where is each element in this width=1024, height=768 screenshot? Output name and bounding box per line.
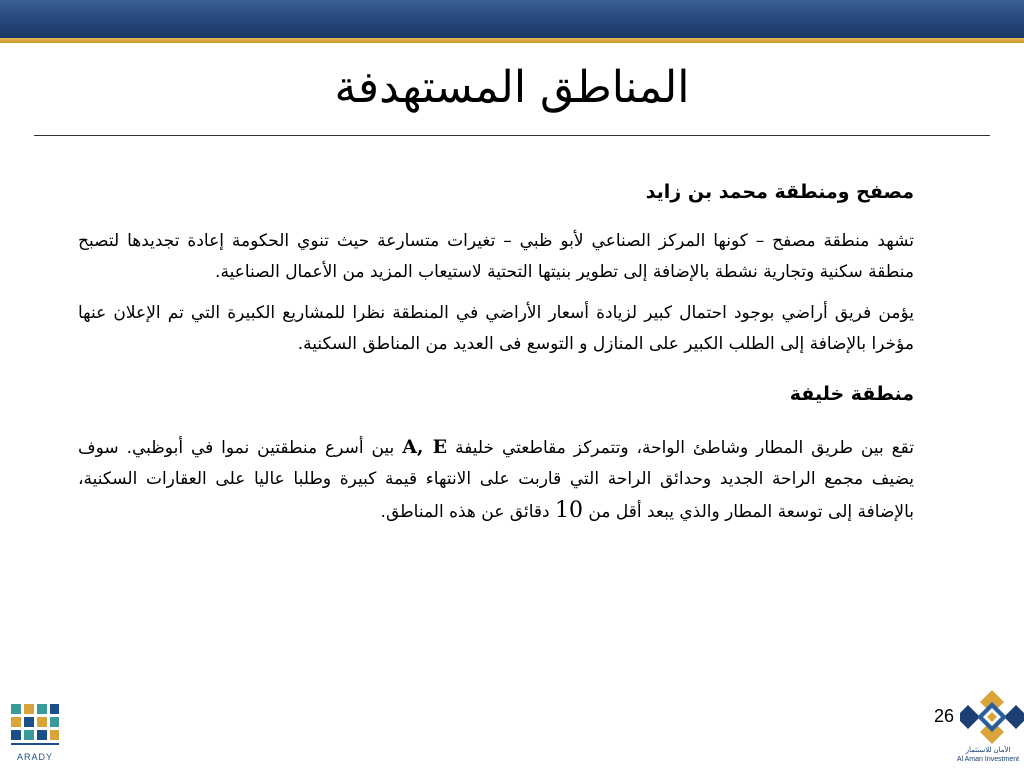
arady-logo-text: ARADY xyxy=(16,752,53,762)
al-aman-logo-text xyxy=(952,746,1024,764)
paragraph-khalifa-part3: دقائق عن هذه المناطق. xyxy=(380,502,555,522)
slide-title: المناطق المستهدفة xyxy=(334,62,690,113)
section-heading-khalifa: منطقة خليفة xyxy=(789,383,914,405)
al-aman-logo-text-ar: الأمان للاستثمار xyxy=(965,747,1011,754)
title-divider xyxy=(34,135,990,136)
paragraph-khalifa-latin: A, E xyxy=(402,436,448,458)
header-gold-stripe xyxy=(0,38,1024,43)
section-heading-mussafah: مصفح ومنطقة محمد بن زايد xyxy=(645,181,914,203)
paragraph-khalifa-part1: تقع بين طريق المطار وشاطئ الواحة، وتتمركز مقاطعتي خليفة xyxy=(447,438,914,458)
paragraph-khalifa xyxy=(78,432,914,528)
header-bar xyxy=(0,0,1024,38)
slide-content xyxy=(78,172,914,538)
al-aman-logo-icon xyxy=(960,688,1024,746)
paragraph-khalifa-number: 10 xyxy=(554,498,583,523)
paragraph-mussafah-1: تشهد منطقة مصفح – كونها المركز الصناعي لأبو ظبي – تغيرات متسارعة حيث تنوي الحكومة إعادة تجديدها لتصبح منطقة سكنية وتجارية نشطة بالإضافة إلى تطوير بنيتها التحتية لاستيعاب المزيد من الأعمال الصناعية. xyxy=(78,231,914,282)
al-aman-logo-text-en: Al Aman Investment xyxy=(956,756,1020,763)
page-number: 26 xyxy=(934,706,955,726)
paragraph-khalifa-part2: بين أسرع منطقتين نموا في أبوظبي. سوف يضيف مجمع الراحة الجديد وحدائق الراحة التي قاربت على الانتهاء قيمة كبيرة وطلبا عاليا على العقارات السكنية، بالإضافة إلى توسعة المطار والذي يبعد أقل من xyxy=(78,438,914,522)
paragraph-mussafah-2: يؤمن فريق أراضي بوجود احتمال كبير لزيادة أسعار الأراضي في المنطقة نظرا للمشاريع الكبيرة التي تم الإعلان عنها مؤخرا بالإضافة إلى الطلب الكبير على المنازل و التوسع فى العديد من المناطق السكنية. xyxy=(78,303,914,354)
